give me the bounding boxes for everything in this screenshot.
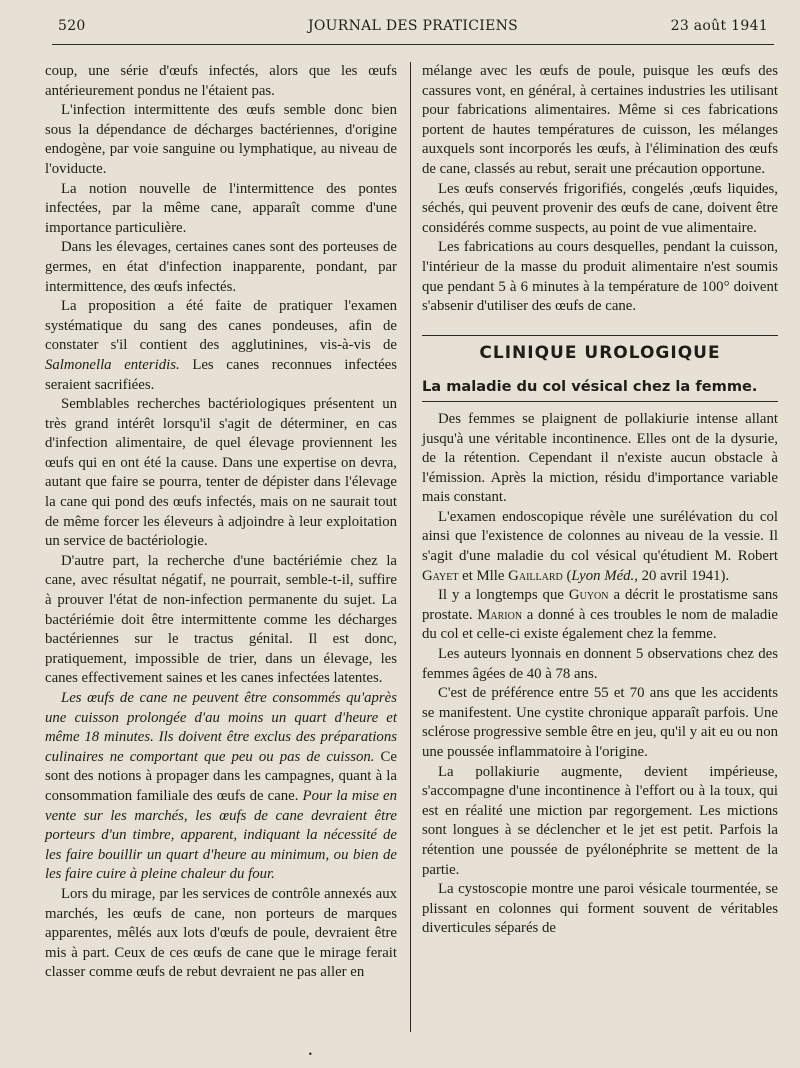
paragraph <box>422 508 778 586</box>
paragraph: C'est de préférence entre 55 et 70 ans que les accidents se manifestent. Une cystite chronique apparaît parfois. Une sclérose progressive semble être en jeu, qu'il y ait eu ou non une poussée inflammatoire à l'origine. <box>422 685 778 760</box>
paragraph: Lors du mirage, par les services de contrôle annexés aux marchés, les œufs de cane, non porteurs de marques apparentes, mêlés aux lots d'œufs de poule, devraient être mis à part. Ceux de ces œufs de cane que le mirage ferait classer comme œufs de rebut devraient ne pas aller en <box>45 885 397 981</box>
species-name: Salmonella enteridis. <box>45 356 180 373</box>
section-rule <box>422 335 778 336</box>
paragraph: Dans les élevages, certaines canes sont des porteuses de germes, en état d'infection inapparente, pondant, par intermittence, des œufs infectés. <box>45 239 397 295</box>
paragraph <box>45 689 397 885</box>
paragraph: Semblables recherches bactériologiques présentent un très grand intérêt lorsqu'il s'agit de déterminer, en cas d'infection alimentaire, de quel élevage proviennent les œufs qui en ont été la cause. Dans une expertise on devra, autant que faire se pourra, tenter de dépister dans l'élevage la cane qui pond des œufs infectés, mais on ne saurait tout de même forcer les éleveurs à adjoindre à leur exploitation un service de bactériologie. <box>45 396 397 550</box>
paragraph: Les auteurs lyonnais en donnent 5 observations chez des femmes âgées de 40 à 78 ans. <box>422 646 778 682</box>
column-divider <box>410 62 411 1032</box>
paragraph: coup, une série d'œufs infectés, alors que les œufs antérieurement pondus ne l'étaient pas. <box>45 63 397 99</box>
title-rule <box>422 401 778 402</box>
text-run: La proposition a été faite de pratiquer l'examen systématique du sang des canes pondeuses, afin de constater s'il contient des agglutinines, vis-à-vis de <box>45 298 397 354</box>
author-name: Gaillard <box>508 567 563 584</box>
text-run: L'examen endoscopique révèle une surélévation du col ainsi que l'existence de colonnes au niveau de la vessie. Il s'agit d'une maladie du col vésical qu'étudient M. Robert <box>422 508 778 565</box>
article-title: La maladie du col vésical chez la femme. <box>422 378 758 396</box>
text-run: , 20 avril 1941). <box>634 567 730 584</box>
header-rule <box>52 44 774 45</box>
author-name: Marion <box>477 606 523 623</box>
right-column <box>422 62 778 939</box>
paragraph: Des femmes se plaignent de pollakiurie intense allant jusqu'à une véritable incontinence. Elles ont de la dysurie, de la rétention. Cependant il n'existe aucun obstacle à l'émission. Après la miction, résidu d'importance variable mais constant. <box>422 410 778 506</box>
paragraph: mélange avec les œufs de poule, puisque les œufs des cassures vont, en général, à certaines industries les utilisant pour fabrications alimentaires. Même si ces fabrications portent de hautes températures de cuisson, les mélanges auxquels sont incorporés les œufs, à l'élimination des œufs de cane, classés au rebut, serait une précaution opportune. <box>422 63 778 177</box>
paragraph: L'infection intermittente des œufs semble donc bien sous la dépendance de décharges bactériennes, d'origine endogène, par voie sanguine ou lymphatique, au niveau de l'oviducte. <box>45 102 397 177</box>
paragraph: La pollakiurie augmente, devient impérieuse, s'accompagne d'une incontinence à l'effort ou à la toux, qui est en réalité une miction par regorgement. Les mictions sont longues à se déclencher et le jet est petit. Parfois la rétention une poussée de pyélonéphrite se mettent de la partie. <box>422 763 778 878</box>
print-mark: • <box>308 1050 313 1059</box>
text-run: Il y a longtemps que <box>438 587 569 604</box>
paragraph: La cystoscopie montre une paroi vésicale tourmentée, se plissant en colonnes qui forment souvent de véritables diverticules séparés de <box>422 881 778 937</box>
section-title: CLINIQUE UROLOGIQUE <box>479 342 721 363</box>
paragraph: La notion nouvelle de l'intermittence des pontes infectées, par la même cane, apparaît comme d'une importance particulière. <box>45 180 397 236</box>
author-name: Gayet <box>422 567 459 584</box>
text-run: a décrit le prostatisme sans prostate. <box>422 587 778 623</box>
italic-text: Pour la mise en vente sur les marchés, les œufs de cane devraient être porteurs d'un timbre, apparent, indiquant la nécessité de les faire bouillir un quart d'heure au minimum, ou bien de les faire cuire à pleine chaleur du four. <box>45 787 397 883</box>
author-name: Guyon <box>568 587 609 604</box>
paragraph: Les œufs conservés frigorifiés, congelés ,œufs liquides, séchés, qui peuvent provenir des œufs de cane, doivent être considérés comme suspects, au point de vue alimentaire. <box>422 180 778 236</box>
page-header <box>58 18 768 40</box>
paragraph: D'autre part, la recherche d'une bactériémie chez la cane, avec résultat négatif, ne pourrait, semble-t-il, suffire à prouver l'état de non-infection permanente du sujet. La bactériémie doit être intermittente comme les décharges bactériennes sur le tractus génital. Il est donc, pratiquement, impossible de trier, dans un élevage, les canes effectivement saines et les canes infectées latentes. <box>45 552 397 687</box>
paragraph <box>422 586 778 645</box>
text-run: ( <box>562 567 572 584</box>
page-number: 520 <box>58 18 86 34</box>
journal-title: JOURNAL DES PRATICIENS <box>307 18 519 34</box>
journal-reference: Lyon Méd. <box>571 567 635 584</box>
italic-text: Les œufs de cane ne peuvent être consommés qu'après une cuisson prolongée d'au moins un quart d'heure et même 18 minutes. Ils doivent être exclus des préparations culinaires ne comportant que peu ou pas de cuisson. <box>45 690 397 765</box>
text-run: a donné à ces troubles le nom de maladie du col et celle-ci existe également chez la femme. <box>422 606 779 643</box>
text-run: Les canes reconnues infectées seraient sacrifiées. <box>45 356 397 393</box>
issue-date: 23 août 1941 <box>670 18 768 34</box>
paragraph: Les fabrications au cours desquelles, pendant la cuisson, l'intérieur de la masse du produit alimentaire n'est soumis que pendant 5 à 6 minutes à la température de 100° doivent s'absenir d'utiliser des œufs de cane. <box>422 239 778 315</box>
text-run: Ce sont des notions à propager dans les campagnes, quant à la consommation familiale des œufs de cane. <box>45 748 397 804</box>
paragraph <box>45 297 397 395</box>
left-column <box>45 62 397 983</box>
text-run: et Mlle <box>458 567 509 584</box>
